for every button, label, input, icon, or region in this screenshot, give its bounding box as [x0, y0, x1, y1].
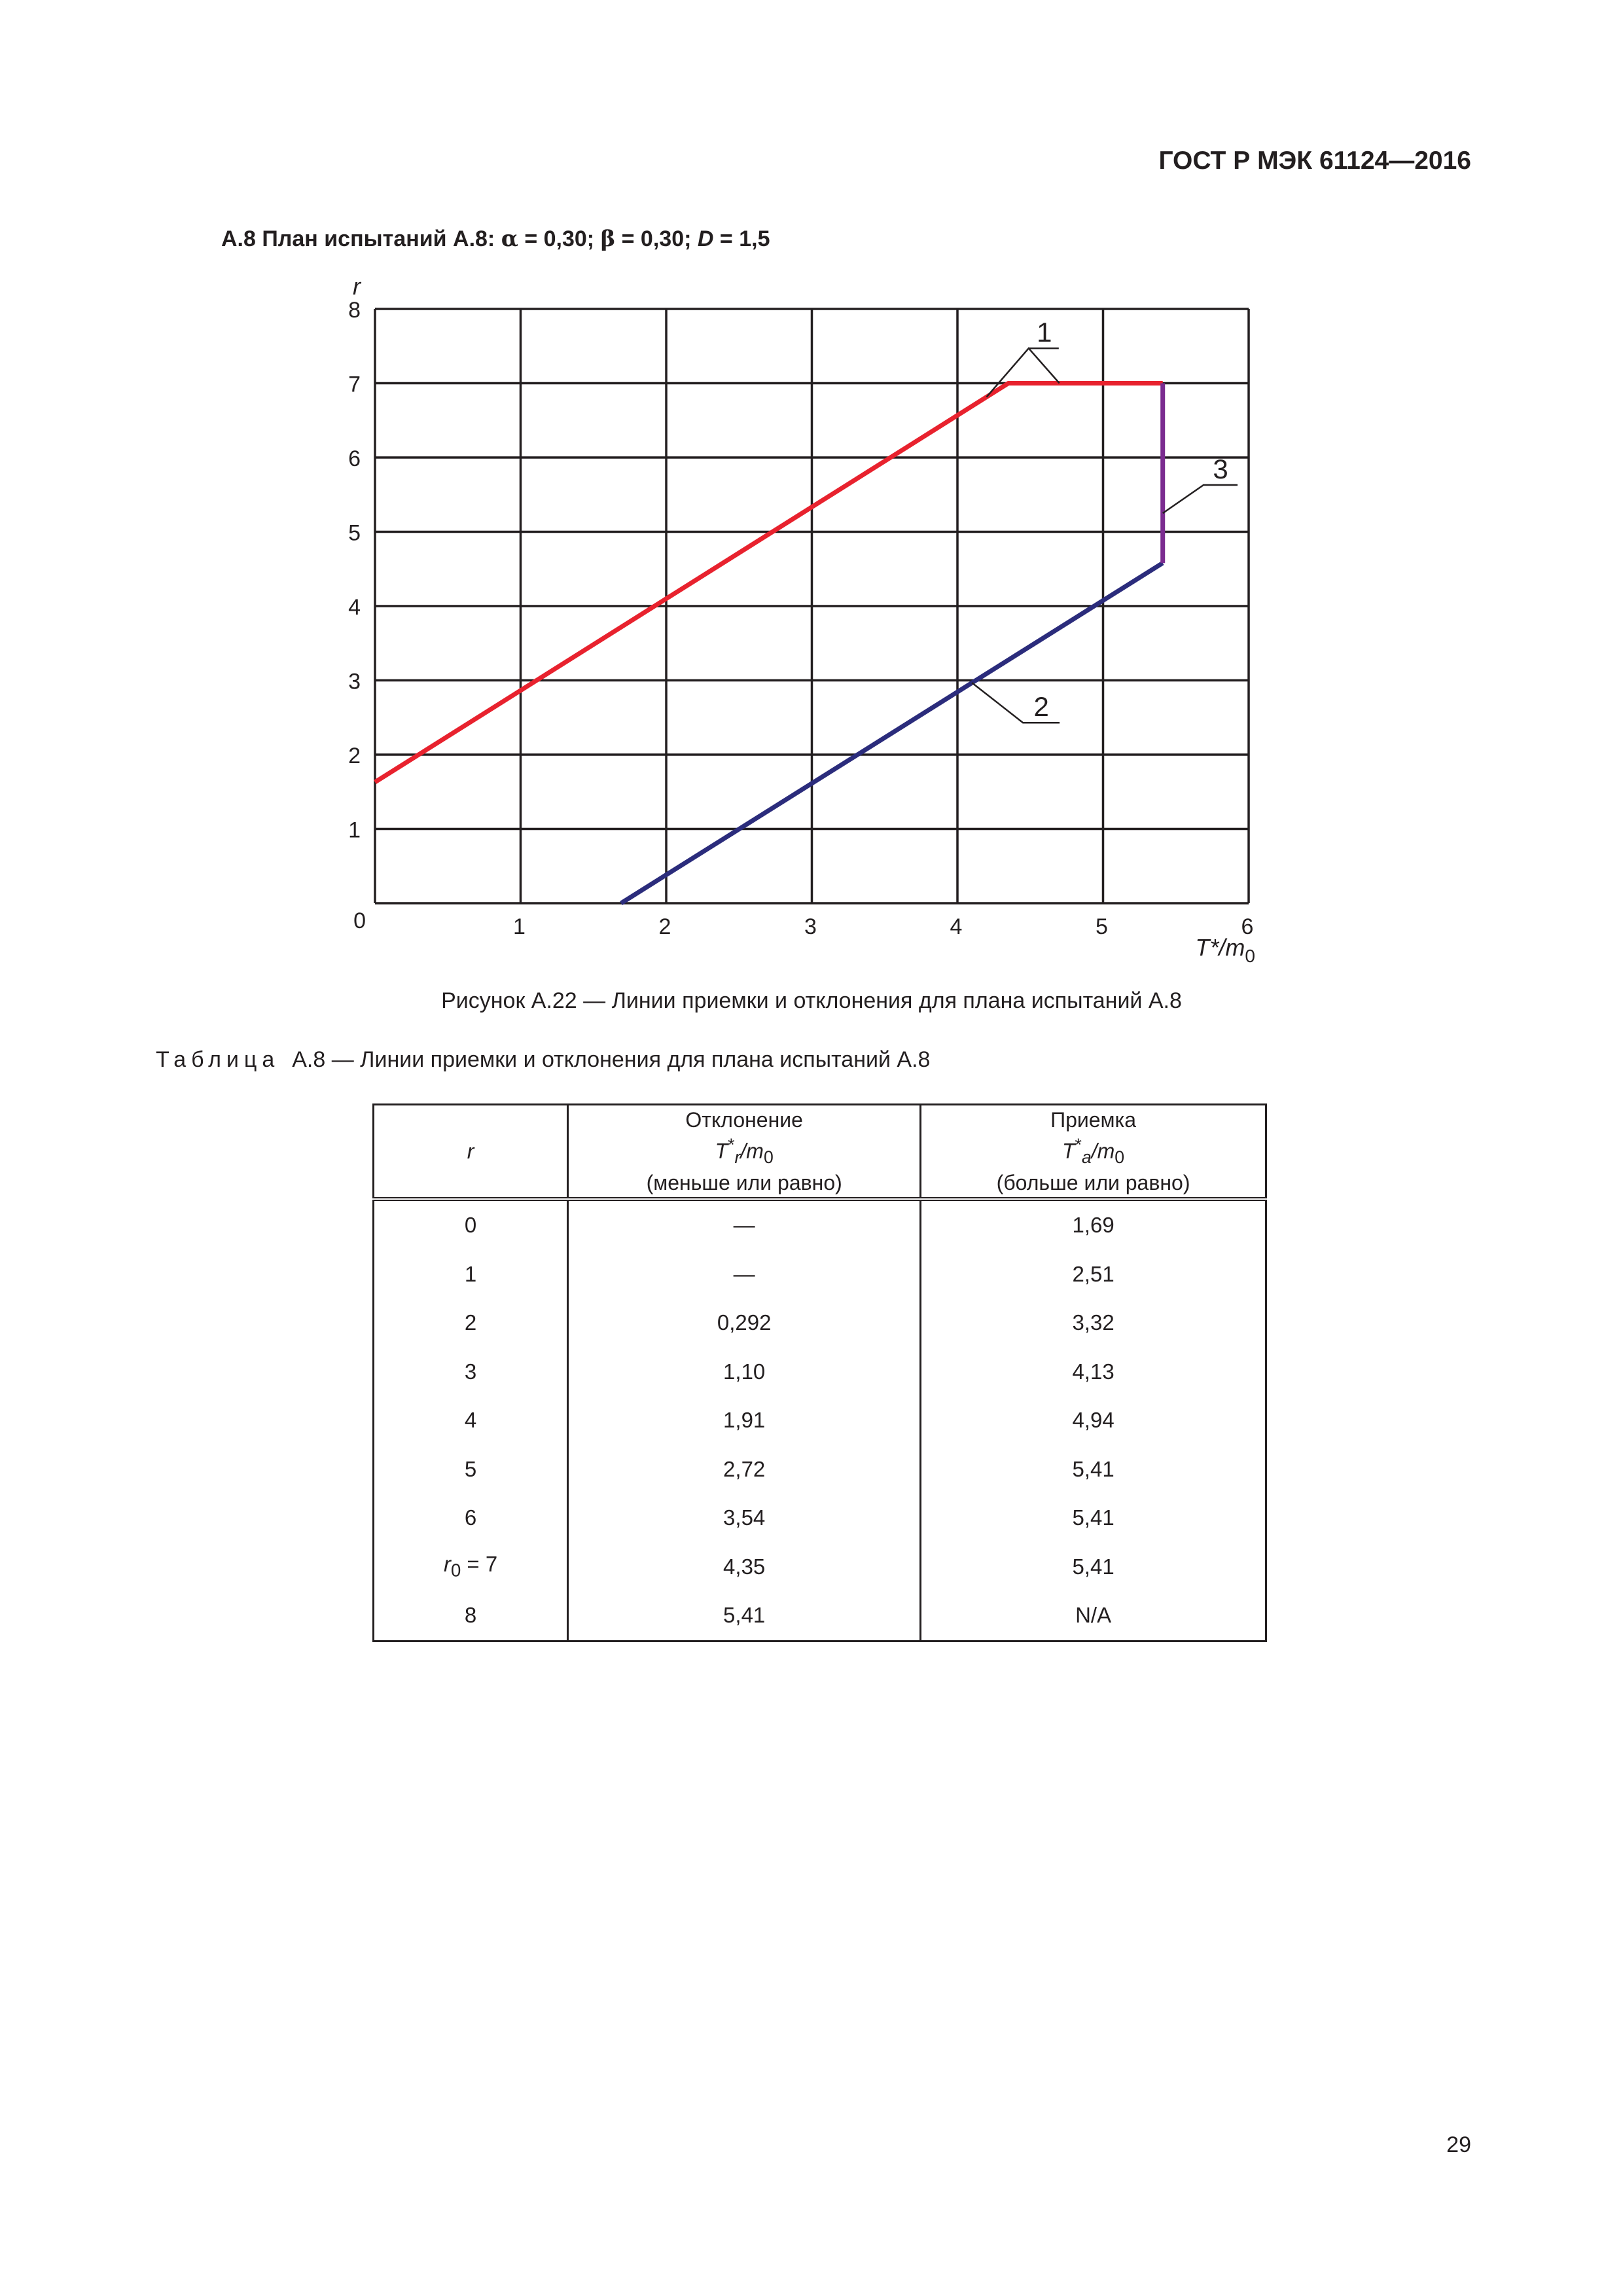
table-row [374, 1494, 1266, 1543]
cell-reject: 5,41 [568, 1591, 921, 1641]
cell-r: 1 [374, 1250, 568, 1299]
y-tick-label: 6 [348, 446, 361, 471]
alpha-symbol: α [501, 226, 518, 252]
cell-reject: 0,292 [568, 1299, 921, 1348]
table-header-row [374, 1105, 1266, 1200]
acceptance-rejection-table [372, 1103, 1267, 1642]
cell-reject: 1,10 [568, 1348, 921, 1397]
cell-reject: — [568, 1250, 921, 1299]
cell-accept: 4,94 [921, 1396, 1266, 1445]
series-label-1: 1 [1037, 317, 1052, 348]
header-reject-formula: $T^*_r/m_0$ [715, 1135, 774, 1168]
cell-r: 3 [374, 1348, 568, 1397]
cell-reject: 3,54 [568, 1494, 921, 1543]
y-tick-label: 2 [348, 744, 361, 768]
chart-labels [348, 273, 1255, 966]
x-tick-label: 4 [950, 914, 963, 939]
header-reject [568, 1105, 921, 1200]
table-row [374, 1299, 1266, 1348]
beta-value: = 0,30; [621, 226, 692, 251]
header-accept [921, 1105, 1266, 1200]
table-row [374, 1199, 1266, 1250]
x-tick-label: 6 [1241, 914, 1254, 939]
series-label-2: 2 [1033, 691, 1049, 723]
series-line-2 [621, 563, 1163, 903]
table-row [374, 1543, 1266, 1592]
table-row [374, 1591, 1266, 1641]
d-value: = 1,5 [719, 226, 770, 251]
document-header: ГОСТ Р МЭК 61124—2016 [1158, 147, 1471, 175]
header-reject-title: Отклонение [685, 1108, 803, 1132]
table-row [374, 1348, 1266, 1397]
callout-leader-3 [1163, 485, 1238, 513]
cell-r: 5 [374, 1445, 568, 1494]
x-tick-label: 1 [513, 914, 526, 939]
cell-r: 8 [374, 1591, 568, 1641]
y-tick-label: 1 [348, 817, 361, 843]
cell-accept: 3,32 [921, 1299, 1266, 1348]
cell-r: 4 [374, 1396, 568, 1445]
x-tick-label: 5 [1096, 914, 1108, 939]
table-row [374, 1396, 1266, 1445]
header-accept-formula: $T^*_a/m_0$ [1062, 1135, 1125, 1168]
cell-reject: 4,35 [568, 1543, 921, 1592]
x-axis-label: $T*/m_0$ [1195, 934, 1255, 966]
beta-symbol: β [600, 226, 616, 252]
y-tick-label: 4 [348, 595, 361, 620]
figure-caption: Рисунок А.22 — Линии приемки и отклонения для плана испытаний А.8 [441, 988, 1182, 1013]
header-reject-note: (меньше или равно) [646, 1170, 842, 1194]
header-r: r [374, 1105, 568, 1200]
y-tick-label: 7 [348, 372, 361, 397]
chart-grid [375, 309, 1249, 903]
d-symbol: D [697, 226, 714, 251]
cell-r: 2 [374, 1299, 568, 1348]
cell-accept: 5,41 [921, 1543, 1266, 1592]
x-tick-label: 2 [658, 914, 671, 939]
table-caption-text: А.8 — Линии приемки и отклонения для плана испытаний А.8 [292, 1047, 931, 1072]
cell-reject: 2,72 [568, 1445, 921, 1494]
series-label-3: 3 [1213, 453, 1228, 484]
page-number: 29 [1446, 2132, 1471, 2157]
table-caption-prefix: Таблица [156, 1047, 280, 1072]
cell-r: 0 [374, 1199, 568, 1250]
cell-accept: 1,69 [921, 1199, 1266, 1250]
cell-r: $r_0 = 7$ [374, 1543, 568, 1592]
cell-accept: 4,13 [921, 1348, 1266, 1397]
table-caption [156, 1047, 930, 1073]
chart-series [375, 384, 1163, 904]
table-row [374, 1250, 1266, 1299]
y-tick-label: 5 [348, 520, 361, 546]
header-accept-note: (больше или равно) [996, 1170, 1190, 1194]
y-tick-label: 8 [348, 298, 361, 323]
y-axis-label: r [353, 273, 361, 300]
origin-label: 0 [353, 908, 366, 933]
cell-accept: 2,51 [921, 1250, 1266, 1299]
section-title-prefix: А.8 План испытаний А.8: [221, 226, 495, 251]
chart-callouts [972, 348, 1238, 723]
cell-accept: N/A [921, 1591, 1266, 1641]
test-plan-chart [0, 0, 1623, 1021]
cell-accept: 5,41 [921, 1445, 1266, 1494]
alpha-value: = 0,30; [524, 226, 595, 251]
cell-reject: 1,91 [568, 1396, 921, 1445]
header-accept-title: Приемка [1050, 1108, 1137, 1132]
cell-r: 6 [374, 1494, 568, 1543]
cell-accept: 5,41 [921, 1494, 1266, 1543]
x-tick-label: 3 [804, 914, 817, 939]
table-row [374, 1445, 1266, 1494]
y-tick-label: 3 [348, 669, 361, 694]
cell-reject: — [568, 1199, 921, 1250]
